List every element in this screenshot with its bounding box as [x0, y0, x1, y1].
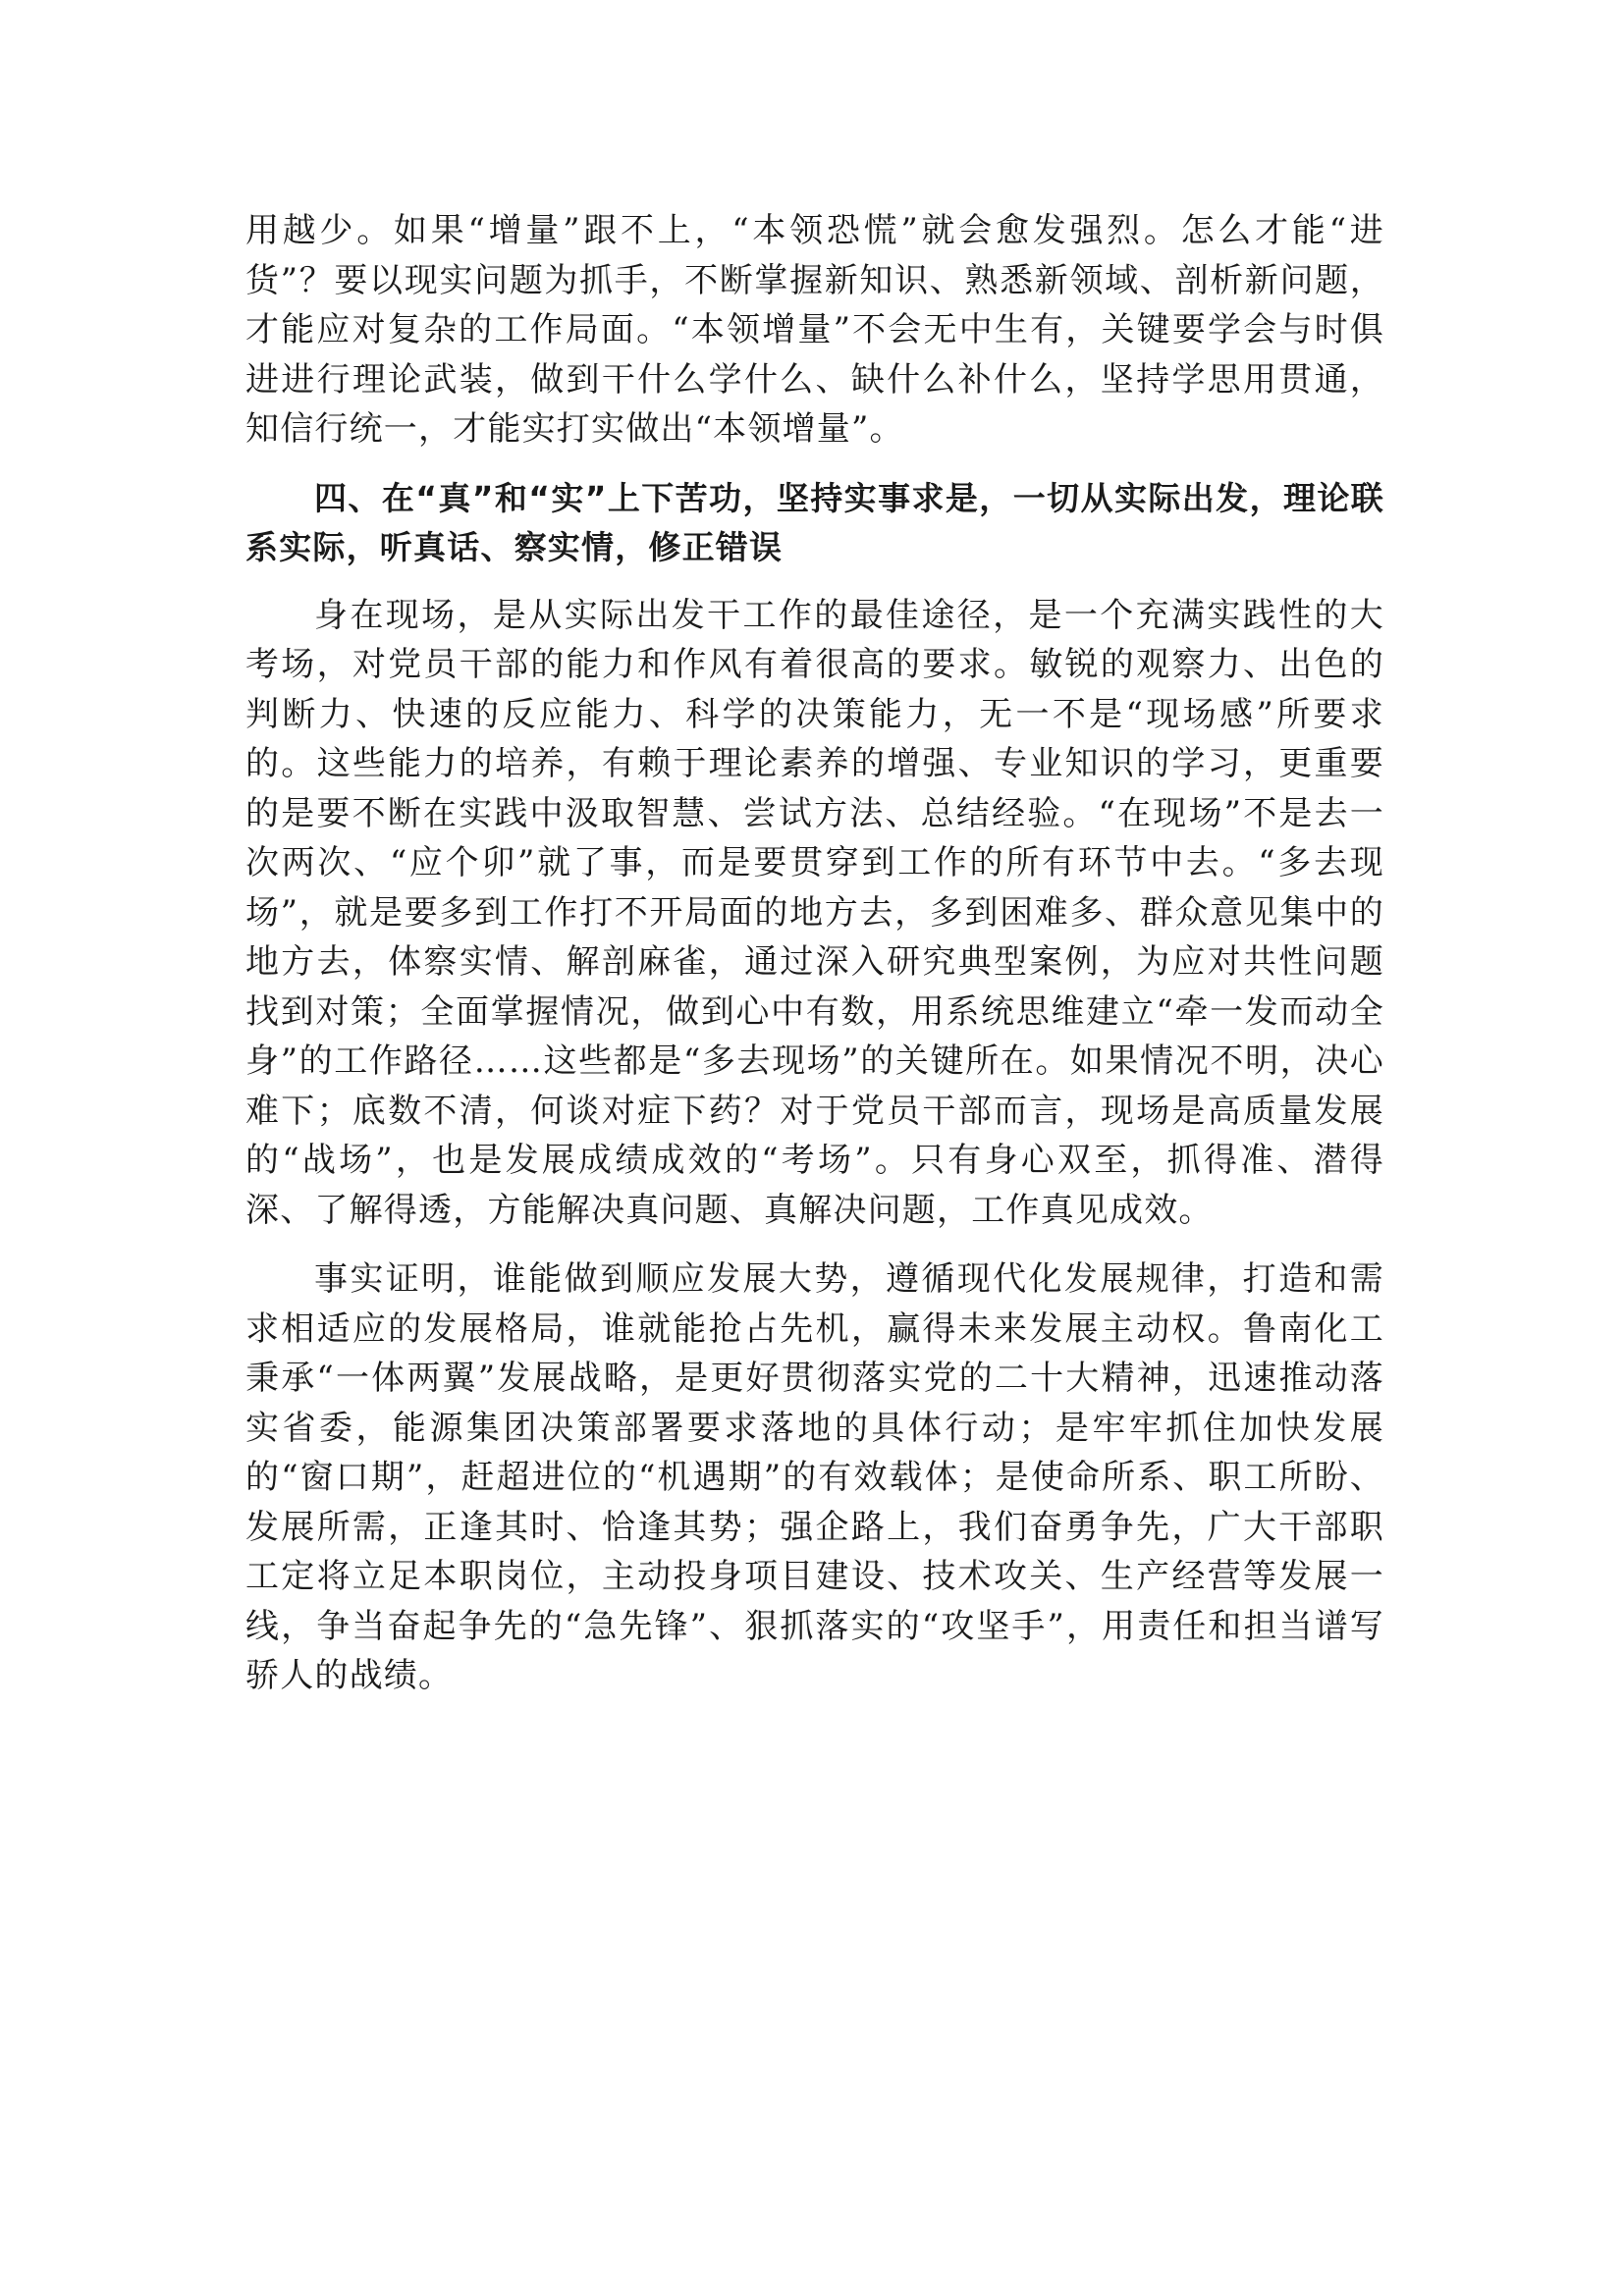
paragraph-on-site: 身在现场，是从实际出发干工作的最佳途径，是一个充满实践性的大考场，对党员干部的能力和作风有着很高的要求。敏锐的观察力、出色的判断力、快速的反应能力、科学的决策能力，无一不是“现场感”所要求的。这些能力的培养，有赖于理论素养的增强、专业知识的学习，更重要的是要不断在实践中汲取智慧、尝试方法、总结经验。“在现场”不是去一次两次、“应个卯”就了事，而是要贯穿到工作的所有环节中去。“多去现场”，就是要多到工作打不开局面的地方去，多到困难多、群众意见集中的地方去，体察实情、解剖麻雀，通过深入研究典型案例，为应对共性问题找到对策；全面掌握情况，做到心中有数，用系统思维建立“牵一发而动全身”的工作路径……这些都是“多去现场”的关键所在。如果情况不明，决心难下；底数不清，何谈对症下药？对于党员干部而言，现场是高质量发展的“战场”，也是发展成绩成效的“考场”。只有身心双至，抓得准、潜得深、了解得透，方能解决真问题、真解决问题，工作真见成效。: [245, 595, 1384, 1230]
document-body: [245, 206, 1384, 1701]
paragraph-conclusion: 事实证明，谁能做到顺应发展大势，遵循现代化发展规律，打造和需求相适应的发展格局，谁就能抢占先机，赢得未来发展主动权。鲁南化工秉承“一体两翼”发展战略，是更好贯彻落实党的二十大精神，迅速推动落实省委，能源集团决策部署要求落地的具体行动；是牢牢抓住加快发展的“窗口期”，赶超进位的“机遇期”的有效载体；是使命所系、职工所盼、发展所需，正逢其时、恰逢其势；强企路上，我们奋勇争先，广大干部职工定将立足本职岗位，主动投身项目建设、技术攻关、生产经营等发展一线，争当奋起争先的“急先锋”、狠抓落实的“攻坚手”，用责任和担当谱写骄人的战绩。: [245, 1259, 1384, 1695]
section-heading: 四、在“真”和“实”上下苦功，坚持实事求是，一切从实际出发，理论联系实际，听真话、察实情，修正错误: [245, 478, 1384, 566]
paragraph-continuation: 用越少。如果“增量”跟不上，“本领恐慌”就会愈发强烈。怎么才能“进货”？要以现实问题为抓手，不断掌握新知识、熟悉新领域、剖析新问题，才能应对复杂的工作局面。“本领增量”不会无中生有，关键要学会与时俱进进行理论武装，做到干什么学什么、缺什么补什么，坚持学思用贯通，知信行统一，才能实打实做出“本领增量”。: [245, 211, 1384, 449]
